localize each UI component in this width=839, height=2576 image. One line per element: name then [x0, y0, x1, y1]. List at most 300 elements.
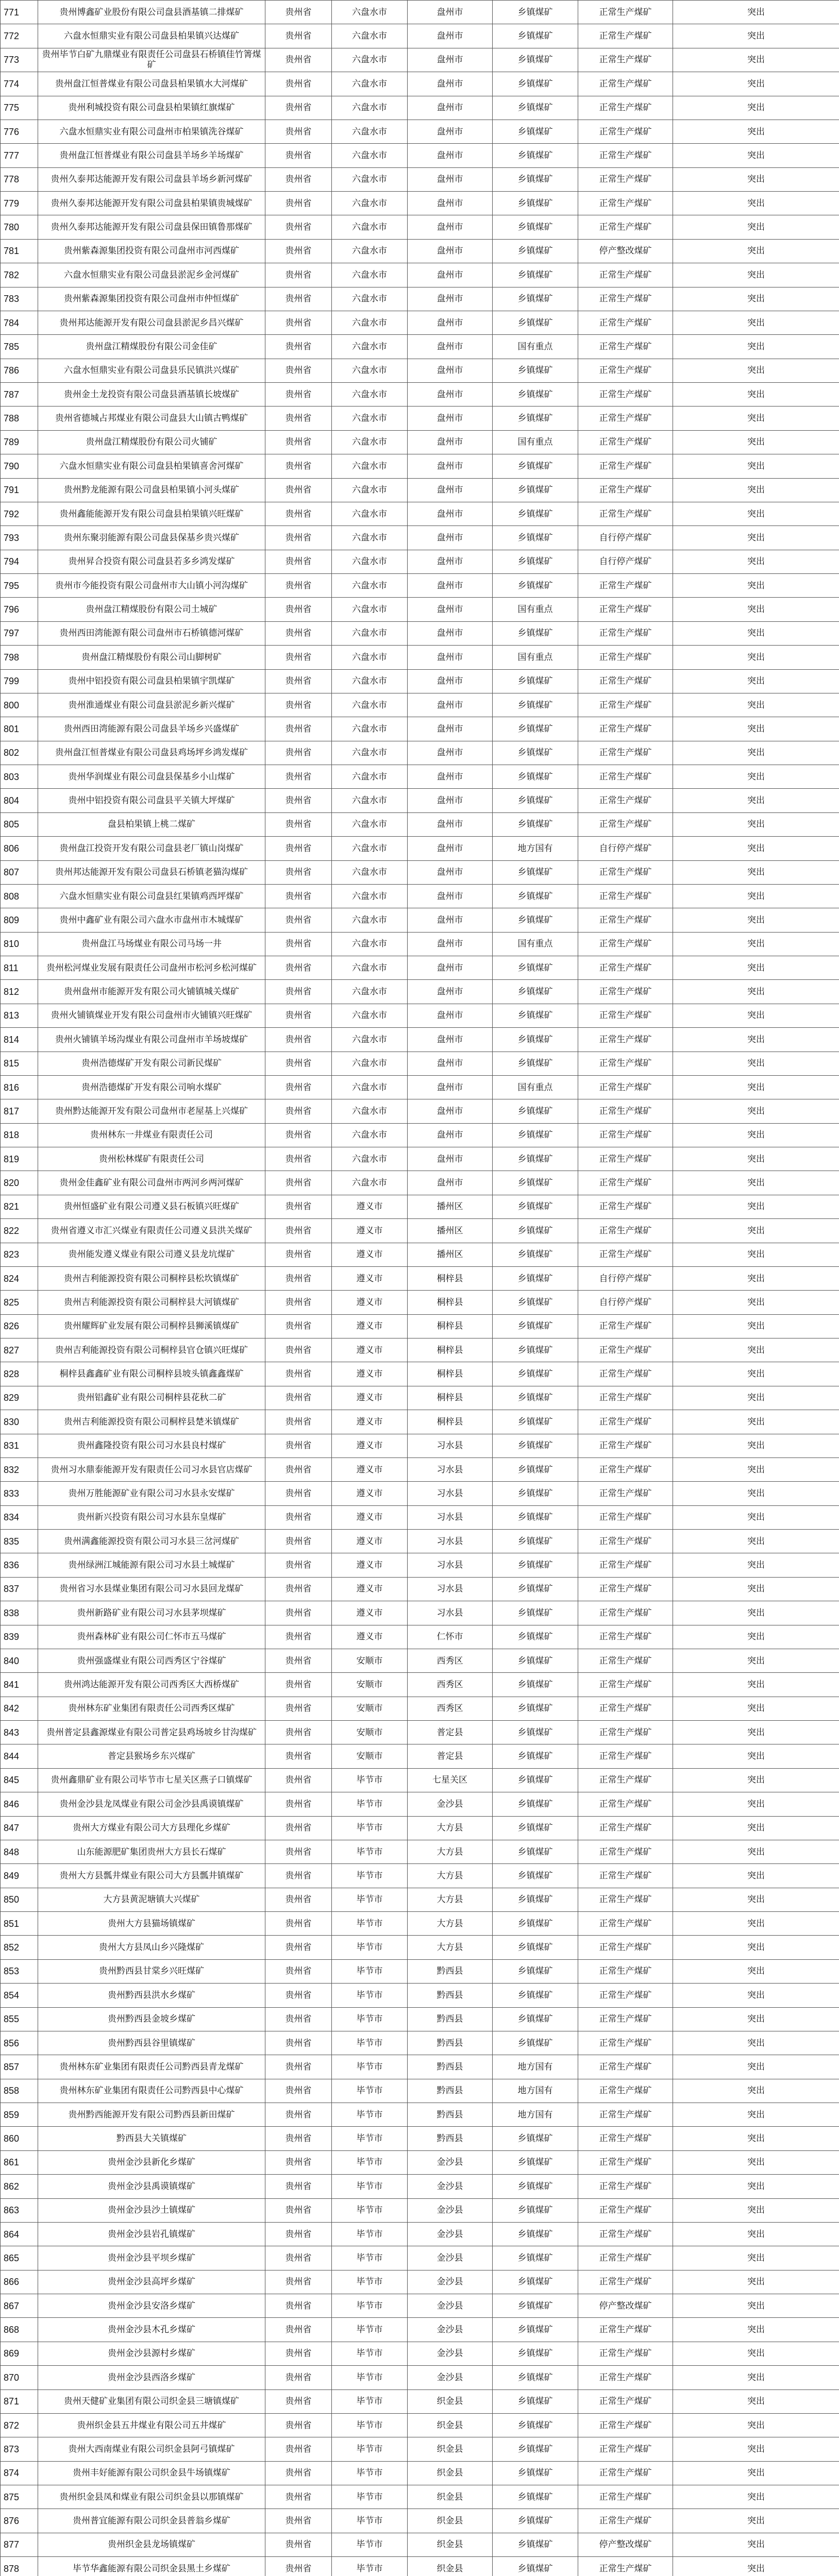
- outburst-level: 突出: [747, 2300, 765, 2311]
- province-cell: [265, 574, 332, 598]
- county: 盘州市: [437, 461, 463, 471]
- province-cell: [265, 1243, 332, 1266]
- city: 毕节市: [356, 2133, 383, 2144]
- mine-name: 贵州织金县五井煤业有限公司五井煤矿: [77, 2420, 226, 2430]
- mine-name-cell: [38, 1530, 265, 1553]
- mine-name: 贵州金沙县西洛乡煤矿: [108, 2372, 195, 2382]
- province: 贵州省: [285, 1727, 312, 1737]
- outburst-level: 突出: [747, 1058, 765, 1069]
- mine-name: 贵州盘江恒普煤业有限公司盘县鸡场坪乡鸿发煤矿: [55, 748, 248, 758]
- table-row: [1, 1864, 839, 1888]
- province: 贵州省: [285, 1512, 312, 1522]
- city-cell: [332, 2294, 408, 2318]
- city-cell: [332, 2366, 408, 2389]
- province-cell: [265, 2342, 332, 2365]
- county-cell: [408, 1649, 493, 1672]
- province-cell: [265, 693, 332, 717]
- row-number-cell: [1, 980, 38, 1004]
- outburst-level-cell: [673, 1458, 839, 1481]
- county: 盘州市: [437, 341, 463, 351]
- row-number: 795: [4, 580, 20, 591]
- county: 习水县: [437, 1464, 463, 1475]
- province: 贵州省: [285, 2444, 312, 2454]
- outburst-level-cell: [673, 239, 839, 263]
- production-status: 正常生产煤矿: [599, 1201, 652, 1212]
- table-row: [1, 1649, 839, 1672]
- mine-type-cell: [493, 2270, 578, 2294]
- county-cell: [408, 311, 493, 334]
- city: 六盘水市: [352, 294, 387, 304]
- province-cell: [265, 1266, 332, 1290]
- county: 习水县: [437, 1440, 463, 1451]
- row-number-cell: [1, 621, 38, 645]
- production-status-cell: [578, 1959, 673, 1983]
- outburst-level-cell: [673, 1243, 839, 1266]
- outburst-level-cell: [673, 2103, 839, 2127]
- outburst-level-cell: [673, 96, 839, 120]
- production-status: 正常生产煤矿: [599, 2038, 652, 2048]
- table-row: [1, 908, 839, 932]
- mine-type: 乡镇煤矿: [517, 1345, 553, 1355]
- province: 贵州省: [285, 1894, 312, 1905]
- outburst-level: 突出: [747, 2563, 765, 2573]
- table-row: [1, 144, 839, 167]
- city: 六盘水市: [352, 413, 387, 423]
- county: 桐梓县: [437, 1321, 463, 1331]
- mine-type-cell: [493, 693, 578, 717]
- production-status: 正常生产煤矿: [599, 31, 652, 41]
- mine-type: 乡镇煤矿: [517, 2468, 553, 2478]
- outburst-level-cell: [673, 550, 839, 573]
- production-status: 自行停产煤矿: [599, 532, 652, 543]
- county-cell: [408, 1219, 493, 1243]
- mine-name: 六盘水恒鼎实业有限公司盘县红果镇鸡西坪煤矿: [59, 891, 244, 901]
- production-status: 正常生产煤矿: [599, 723, 652, 734]
- city: 六盘水市: [352, 317, 387, 328]
- table-row: [1, 1673, 839, 1697]
- outburst-level: 突出: [747, 604, 765, 615]
- city-cell: [332, 1768, 408, 1792]
- production-status-cell: [578, 2557, 673, 2576]
- county: 金沙县: [437, 2157, 463, 2167]
- outburst-level: 突出: [747, 1130, 765, 1140]
- city: 毕节市: [356, 2539, 383, 2550]
- city: 六盘水市: [352, 819, 387, 829]
- row-number-cell: [1, 2294, 38, 2318]
- outburst-level-cell: [673, 2055, 839, 2079]
- city-cell: [332, 2270, 408, 2294]
- mine-type-cell: [493, 932, 578, 956]
- mine-name-cell: [38, 2150, 265, 2174]
- county: 黔西县: [437, 2086, 463, 2096]
- production-status-cell: [578, 956, 673, 980]
- city: 毕节市: [356, 2157, 383, 2167]
- outburst-level: 突出: [747, 2420, 765, 2430]
- province: 贵州省: [285, 1799, 312, 1809]
- county: 盘州市: [437, 771, 463, 782]
- province: 贵州省: [285, 1010, 312, 1021]
- province: 贵州省: [285, 1297, 312, 1307]
- county-cell: [408, 2509, 493, 2533]
- county-cell: [408, 1721, 493, 1744]
- city-cell: [332, 1219, 408, 1243]
- row-number: 818: [4, 1130, 20, 1141]
- row-number-cell: [1, 478, 38, 502]
- row-number: 793: [4, 532, 20, 543]
- county-cell: [408, 2127, 493, 2150]
- table-row: [1, 765, 839, 789]
- mine-type: 地方国有: [517, 843, 553, 853]
- county-cell: [408, 1744, 493, 1768]
- city-cell: [332, 1195, 408, 1218]
- production-status: 正常生产煤矿: [599, 1154, 652, 1164]
- county: 习水县: [437, 1488, 463, 1498]
- table-row: [1, 1482, 839, 1505]
- table-row: [1, 239, 839, 263]
- city-cell: [332, 1386, 408, 1410]
- mine-name: 贵州利城投资有限公司盘县柏果镇红旗煤矿: [68, 103, 235, 113]
- county: 盘州市: [437, 819, 463, 829]
- row-number: 778: [4, 174, 20, 185]
- mine-type: 乡镇煤矿: [517, 700, 553, 710]
- table-row: [1, 2150, 839, 2174]
- mine-name-cell: [38, 2055, 265, 2079]
- city: 六盘水市: [352, 150, 387, 160]
- outburst-level-cell: [673, 359, 839, 382]
- province-cell: [265, 908, 332, 932]
- outburst-level: 突出: [747, 1703, 765, 1714]
- mine-name: 贵州林东一井煤业有限责任公司: [90, 1130, 213, 1140]
- city: 毕节市: [356, 1823, 383, 1833]
- county-cell: [408, 837, 493, 860]
- table-row: [1, 2007, 839, 2031]
- mine-name-cell: [38, 1673, 265, 1697]
- mine-name-cell: [38, 812, 265, 836]
- province-cell: [265, 717, 332, 741]
- county: 黔西县: [437, 1990, 463, 2000]
- mine-name-cell: [38, 144, 265, 167]
- production-status: 正常生产煤矿: [599, 1416, 652, 1427]
- table-row: [1, 574, 839, 598]
- mine-name-cell: [38, 430, 265, 454]
- county-cell: [408, 1123, 493, 1147]
- province-cell: [265, 2318, 332, 2342]
- province-cell: [265, 383, 332, 406]
- mine-type-cell: [493, 598, 578, 621]
- county: 习水县: [437, 1607, 463, 1618]
- mine-type-cell: [493, 1, 578, 24]
- production-status-cell: [578, 765, 673, 789]
- mine-type-cell: [493, 1649, 578, 1672]
- mine-type: 乡镇煤矿: [517, 1607, 553, 1618]
- mine-type: 乡镇煤矿: [517, 103, 553, 113]
- row-number: 866: [4, 2277, 20, 2287]
- outburst-level: 突出: [747, 1751, 765, 1761]
- row-number: 814: [4, 1034, 20, 1045]
- mine-name-cell: [38, 1075, 265, 1099]
- province-cell: [265, 239, 332, 263]
- county-cell: [408, 1052, 493, 1075]
- table-row: [1, 812, 839, 836]
- production-status-cell: [578, 502, 673, 526]
- county-cell: [408, 2294, 493, 2318]
- production-status-cell: [578, 574, 673, 598]
- table-row: [1, 860, 839, 884]
- county-cell: [408, 430, 493, 454]
- outburst-level-cell: [673, 1936, 839, 1959]
- row-number: 800: [4, 700, 20, 710]
- mine-name: 贵州省遵义市汇兴煤业有限责任公司遵义县洪关煤矿: [51, 1225, 253, 1235]
- mine-type: 乡镇煤矿: [517, 1369, 553, 1379]
- county: 盘州市: [437, 294, 463, 304]
- city: 六盘水市: [352, 723, 387, 734]
- city: 六盘水市: [352, 461, 387, 471]
- table-row: [1, 1052, 839, 1075]
- row-number-cell: [1, 884, 38, 908]
- province-cell: [265, 1673, 332, 1697]
- city-cell: [332, 1243, 408, 1266]
- production-status-cell: [578, 2103, 673, 2127]
- production-status-cell: [578, 430, 673, 454]
- production-status-cell: [578, 2509, 673, 2533]
- city-cell: [332, 1984, 408, 2007]
- city: 六盘水市: [352, 628, 387, 638]
- mine-type-cell: [493, 430, 578, 454]
- mine-type: 乡镇煤矿: [517, 31, 553, 41]
- county: 盘州市: [437, 126, 463, 137]
- mine-name: 贵州鑫能能源开发有限公司盘县柏果镇兴旺煤矿: [59, 509, 244, 519]
- row-number: 848: [4, 1846, 20, 1857]
- mine-type-cell: [493, 239, 578, 263]
- mine-name-cell: [38, 1386, 265, 1410]
- county-cell: [408, 1314, 493, 1338]
- province: 贵州省: [285, 1870, 312, 1880]
- province: 贵州省: [285, 1607, 312, 1618]
- city: 毕节市: [356, 2492, 383, 2502]
- mine-type-cell: [493, 1864, 578, 1888]
- city: 遵义市: [356, 1321, 383, 1331]
- province: 贵州省: [285, 1990, 312, 2000]
- county: 盘州市: [437, 700, 463, 710]
- county-cell: [408, 2342, 493, 2365]
- mine-type-cell: [493, 574, 578, 598]
- mine-name: 贵州黔西县金坡乡煤矿: [108, 2014, 195, 2024]
- mine-type-cell: [493, 2150, 578, 2174]
- row-number-cell: [1, 1530, 38, 1553]
- row-number: 837: [4, 1584, 20, 1595]
- row-number: 775: [4, 103, 20, 113]
- province-cell: [265, 2557, 332, 2576]
- outburst-level-cell: [673, 24, 839, 48]
- production-status: 正常生产煤矿: [599, 628, 652, 638]
- row-number: 877: [4, 2539, 20, 2550]
- province: 贵州省: [285, 1632, 312, 1642]
- production-status: 正常生产煤矿: [599, 1966, 652, 1976]
- county-cell: [408, 502, 493, 526]
- table-row: [1, 1553, 839, 1577]
- mine-name-cell: [38, 1219, 265, 1243]
- county: 大方县: [437, 1870, 463, 1880]
- production-status-cell: [578, 1840, 673, 1863]
- mine-name: 贵州盘江精煤股份有限公司土城矿: [86, 604, 217, 615]
- mine-name-cell: [38, 2175, 265, 2198]
- province-cell: [265, 2294, 332, 2318]
- outburst-level-cell: [673, 1768, 839, 1792]
- city-cell: [332, 2031, 408, 2055]
- mine-type: 乡镇煤矿: [517, 2252, 553, 2263]
- county-cell: [408, 884, 493, 908]
- row-number-cell: [1, 2461, 38, 2485]
- province-cell: [265, 2437, 332, 2461]
- table-row: [1, 1099, 839, 1123]
- production-status: 正常生产煤矿: [599, 2492, 652, 2502]
- mine-type: 乡镇煤矿: [517, 317, 553, 328]
- province-cell: [265, 1434, 332, 1458]
- mine-type-cell: [493, 192, 578, 215]
- province-cell: [265, 406, 332, 430]
- outburst-level-cell: [673, 215, 839, 239]
- production-status: 自行停产煤矿: [599, 1297, 652, 1307]
- city-cell: [332, 2055, 408, 2079]
- row-number-cell: [1, 908, 38, 932]
- province-cell: [265, 1530, 332, 1553]
- mine-type-cell: [493, 789, 578, 812]
- row-number: 843: [4, 1727, 20, 1738]
- mine-name-cell: [38, 2366, 265, 2389]
- row-number-cell: [1, 144, 38, 167]
- table-row: [1, 311, 839, 334]
- mine-type: 乡镇煤矿: [517, 1416, 553, 1427]
- outburst-level: 突出: [747, 317, 765, 328]
- outburst-level-cell: [673, 1744, 839, 1768]
- outburst-level: 突出: [747, 2372, 765, 2382]
- production-status-cell: [578, 2007, 673, 2031]
- county: 盘州市: [437, 174, 463, 184]
- city-cell: [332, 383, 408, 406]
- city: 六盘水市: [352, 1058, 387, 1069]
- table-row: [1, 1505, 839, 1529]
- production-status: 正常生产煤矿: [599, 365, 652, 376]
- county-cell: [408, 1099, 493, 1123]
- county-cell: [408, 1195, 493, 1218]
- row-number: 867: [4, 2300, 20, 2311]
- mine-name: 贵州省德城占邦煤业有限公司盘县大山镇古鸭煤矿: [55, 413, 248, 423]
- county: 盘州市: [437, 413, 463, 423]
- outburst-level-cell: [673, 454, 839, 478]
- mine-type-cell: [493, 406, 578, 430]
- row-number: 819: [4, 1154, 20, 1164]
- province-cell: [265, 72, 332, 96]
- city-cell: [332, 956, 408, 980]
- county: 桐梓县: [437, 1393, 463, 1403]
- county-cell: [408, 1768, 493, 1792]
- production-status: 正常生产煤矿: [599, 795, 652, 806]
- production-status-cell: [578, 1912, 673, 1936]
- row-number: 827: [4, 1345, 20, 1355]
- county-cell: [408, 2079, 493, 2103]
- production-status-cell: [578, 1362, 673, 1386]
- mine-name: 贵州东聚羽能源有限公司盘县保基乡贵兴煤矿: [64, 532, 239, 543]
- province-cell: [265, 1601, 332, 1625]
- county: 盘州市: [437, 795, 463, 806]
- mine-type: 乡镇煤矿: [517, 269, 553, 280]
- city-cell: [332, 478, 408, 502]
- row-number: 861: [4, 2157, 20, 2168]
- outburst-level-cell: [673, 2533, 839, 2556]
- production-status-cell: [578, 1386, 673, 1410]
- province: 贵州省: [285, 867, 312, 877]
- mine-name: 贵州邦达能源开发有限公司盘县石桥镇老猫沟煤矿: [55, 867, 248, 877]
- city: 六盘水市: [352, 652, 387, 662]
- mine-type-cell: [493, 1744, 578, 1768]
- province-cell: [265, 765, 332, 789]
- province: 贵州省: [285, 2563, 312, 2573]
- mine-name-cell: [38, 1625, 265, 1649]
- province: 贵州省: [285, 532, 312, 543]
- county-cell: [408, 406, 493, 430]
- mine-name: 贵州市今能投资有限公司盘州市大山镇小河沟煤矿: [55, 580, 248, 590]
- row-number: 817: [4, 1106, 20, 1116]
- city-cell: [332, 192, 408, 215]
- county: 盘州市: [437, 867, 463, 877]
- row-number: 807: [4, 867, 20, 878]
- mine-type-cell: [493, 2389, 578, 2413]
- production-status-cell: [578, 932, 673, 956]
- table-row: [1, 1912, 839, 1936]
- table-row: [1, 2437, 839, 2461]
- table-row: [1, 2366, 839, 2389]
- county: 盘州市: [437, 222, 463, 232]
- outburst-level: 突出: [747, 126, 765, 137]
- mine-type-cell: [493, 2342, 578, 2365]
- outburst-level-cell: [673, 1482, 839, 1505]
- county-cell: [408, 1458, 493, 1481]
- production-status: 正常生产煤矿: [599, 2325, 652, 2335]
- outburst-level: 突出: [747, 222, 765, 232]
- table-row: [1, 1266, 839, 1290]
- production-status-cell: [578, 789, 673, 812]
- production-status: 停产整改煤矿: [599, 246, 652, 256]
- production-status: 正常生产煤矿: [599, 580, 652, 590]
- city-cell: [332, 908, 408, 932]
- mine-name-cell: [38, 2413, 265, 2437]
- mine-type-cell: [493, 72, 578, 96]
- mine-type-cell: [493, 621, 578, 645]
- mine-name-cell: [38, 1959, 265, 1983]
- province: 贵州省: [285, 2516, 312, 2526]
- province-cell: [265, 1075, 332, 1099]
- mine-type: 乡镇煤矿: [517, 2014, 553, 2024]
- mine-type: 乡镇煤矿: [517, 461, 553, 471]
- city-cell: [332, 239, 408, 263]
- outburst-level-cell: [673, 1314, 839, 1338]
- county-cell: [408, 192, 493, 215]
- mine-name-cell: [38, 454, 265, 478]
- county: 织金县: [437, 2468, 463, 2478]
- mine-type: 乡镇煤矿: [517, 1321, 553, 1331]
- city-cell: [332, 860, 408, 884]
- row-number: 854: [4, 1990, 20, 2001]
- province: 贵州省: [285, 580, 312, 590]
- row-number-cell: [1, 1, 38, 24]
- table-row: [1, 2055, 839, 2079]
- row-number-cell: [1, 2007, 38, 2031]
- row-number-cell: [1, 1004, 38, 1027]
- outburst-level-cell: [673, 478, 839, 502]
- province: 贵州省: [285, 556, 312, 567]
- province-cell: [265, 2127, 332, 2150]
- city-cell: [332, 1314, 408, 1338]
